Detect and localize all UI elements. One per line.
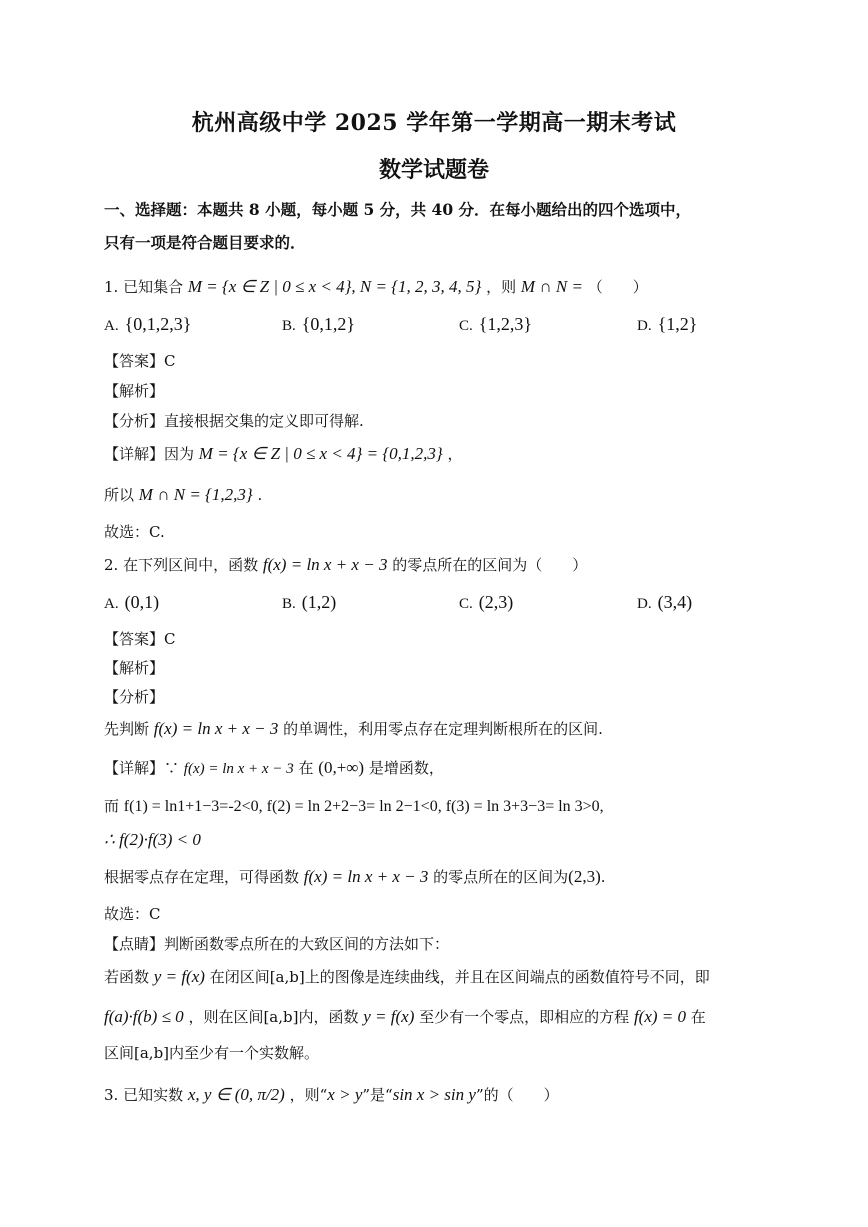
q2-conclude-math: f(x) = ln x + x − 3 (303, 867, 429, 886)
q2-dj2-mid2: 至少有一个零点，即相应的方程 (419, 1008, 630, 1026)
q3-stem-math3: sin x > sin y (392, 1085, 476, 1104)
q1-so-math: M ∩ N = {1,2,3} (138, 485, 253, 504)
q2-dj2-math3: f(x) = 0 (633, 1007, 687, 1026)
q2-therefore: ∴ f(2)·f(3) < 0 (104, 830, 201, 849)
q1-option-d-label: D. (637, 318, 652, 334)
q2-option-a-label: A. (104, 596, 119, 612)
q2-option-c-value: (2,3) (478, 592, 514, 612)
q2-option-a (104, 592, 159, 613)
q1-detail-prefix: 【详解】因为 (104, 445, 195, 463)
q1-choose: 故选：C. (104, 523, 165, 541)
q3-stem-mid: ，则“ (289, 1086, 328, 1104)
q2-fenxi-tag: 【分析】 (104, 688, 165, 706)
q2-conclude-prefix: 根据零点存在定理，可得函数 (104, 868, 300, 886)
q2-conclude-math2: (2,3) (568, 867, 601, 886)
q2-dj2-suffix: 在 (690, 1008, 706, 1026)
q2-option-d-value: (3,4) (657, 592, 693, 612)
q2-option-b-label: B. (282, 596, 296, 612)
q1-option-c (459, 314, 532, 335)
q1-option-a (104, 314, 191, 335)
q2-dj-line3: 区间[a,b]内至少有一个实数解。 (104, 1044, 320, 1062)
q1-stem-mid: ，则 (486, 278, 517, 296)
q1-analysis-tag: 【解析】 (104, 382, 165, 400)
q2-conclude (104, 866, 606, 887)
q3-stem-math: x, y ∈ (0, π/2) (187, 1085, 285, 1104)
q2-stem-suffix: 的零点所在的区间为（ ） (392, 556, 588, 574)
q1-option-d-value: {1,2} (657, 314, 698, 334)
q1-answer: 【答案】C (104, 352, 176, 370)
q2-stem-prefix: 2. 在下列区间中，函数 (104, 556, 259, 574)
q2-stem (104, 554, 587, 575)
q3-stem-mid2: ”是“ (362, 1086, 393, 1104)
q2-stem-math: f(x) = ln x + x − 3 (262, 555, 388, 574)
q1-stem-prefix: 1. 已知集合 (104, 278, 184, 296)
q2-dj-line1 (104, 966, 710, 987)
q3-stem (104, 1084, 559, 1105)
q2-calc-prefix: 而 (104, 797, 120, 815)
q2-conclude-suffix: . (600, 868, 606, 886)
q3-stem-math2: x > y (327, 1085, 363, 1104)
q2-fenxi-math: f(x) = ln x + x − 3 (153, 719, 279, 738)
q2-dj1-math: y = f(x) (153, 967, 205, 986)
q1-detail-math: M = {x ∈ Z | 0 ≤ x < 4} = {0,1,2,3} (198, 444, 443, 463)
q1-option-d (637, 314, 697, 335)
q2-option-d-label: D. (637, 596, 652, 612)
q1-so-prefix: 所以 (104, 486, 135, 504)
q2-dj2-math2: y = f(x) (363, 1007, 415, 1026)
q2-fenxi (104, 718, 603, 739)
q1-option-b (282, 314, 355, 335)
q1-stem-math2: M ∩ N = (520, 277, 583, 296)
q1-so-suffix: . (257, 486, 263, 504)
q2-calc-math: f(1) = ln1+1−3=-2<0, f(2) = ln 2+2−3= ln 2−1<0, f(3) = ln 3+3−3= ln 3>0, (123, 798, 604, 815)
q1-stem-suffix: （ ） (587, 278, 648, 296)
section-heading-line2: 只有一项是符合题目要求的． (104, 233, 306, 252)
q2-option-b-value: (1,2) (301, 592, 337, 612)
q2-analysis-tag: 【解析】 (104, 659, 165, 677)
q2-detail-suffix: 是增函数， (368, 759, 444, 777)
q2-dj2-mid: ，则在区间[a,b]内，函数 (188, 1008, 359, 1026)
q2-option-b (282, 592, 336, 613)
q2-option-d (637, 592, 692, 613)
exam-subtitle: 数学试题卷 (378, 157, 489, 183)
q2-answer: 【答案】C (104, 630, 176, 648)
q2-detail-prefix: 【详解】∵ (104, 759, 180, 777)
q2-fenxi-prefix: 先判断 (104, 720, 150, 738)
q2-option-a-value: (0,1) (124, 592, 160, 612)
section-heading-line1: 一、选择题：本题共 8 小题，每小题 5 分，共 40 分．在每小题给出的四个选项中， (104, 200, 692, 219)
q2-detail (104, 757, 444, 778)
q1-option-a-label: A. (104, 318, 119, 334)
q3-stem-suffix: ”的（ ） (475, 1086, 559, 1104)
q2-calc (104, 795, 604, 816)
q2-detail-math: f(x) = ln x + x − 3 (183, 761, 294, 777)
q1-fenxi: 【分析】直接根据交集的定义即可得解. (104, 412, 364, 430)
q2-option-c-label: C. (459, 596, 473, 612)
q3-stem-prefix: 3. 已知实数 (104, 1086, 184, 1104)
exam-title: 杭州高级中学 2025 学年第一学期高一期末考试 (191, 110, 677, 136)
q2-dj2-math: f(a)·f(b) ≤ 0 (104, 1007, 184, 1026)
q1-option-a-value: {0,1,2,3} (124, 314, 192, 334)
q1-detail-suffix: ， (447, 445, 463, 463)
q2-option-c (459, 592, 513, 613)
q2-choose: 故选：C (104, 905, 161, 923)
q2-conclude-mid: 的零点所在的区间为 (433, 868, 569, 886)
q1-stem (104, 276, 648, 297)
q1-stem-math: M = {x ∈ Z | 0 ≤ x < 4}, N = {1, 2, 3, 4, 5} (187, 277, 482, 296)
q1-option-b-value: {0,1,2} (301, 314, 356, 334)
q1-option-c-label: C. (459, 318, 473, 334)
q2-dianjing: 【点睛】判断函数零点所在的大致区间的方法如下： (104, 935, 450, 953)
q1-detail (104, 443, 462, 464)
q2-dj-line2 (104, 1006, 706, 1027)
q1-conclusion (104, 484, 262, 505)
q2-detail-mid: 在 (298, 759, 314, 777)
q1-option-b-label: B. (282, 318, 296, 334)
q2-detail-math2: (0,+∞) (318, 758, 365, 777)
q1-option-c-value: {1,2,3} (478, 314, 533, 334)
q2-fenxi-suffix: 的单调性，利用零点存在定理判断根所在的区间. (283, 720, 603, 738)
q2-dj1-mid: 在闭区间[a,b]上的图像是连续曲线，并且在区间端点的函数值符号不同，即 (209, 968, 710, 986)
q2-dj1-prefix: 若函数 (104, 968, 150, 986)
